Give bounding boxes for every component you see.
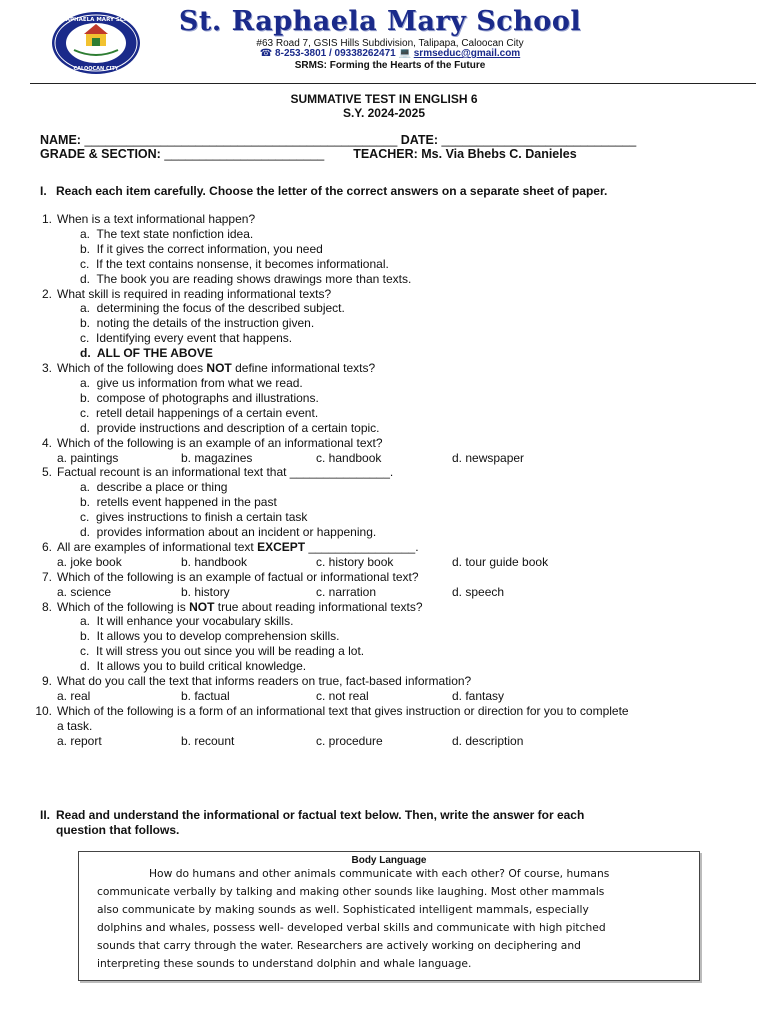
- answer-option[interactable]: a. The text state nonfiction idea.: [80, 226, 254, 241]
- answer-option[interactable]: a. give us information from what we read.: [80, 375, 303, 390]
- passage-box: [78, 851, 700, 981]
- part1-text: Reach each item carefully. Choose the letter of the correct answers on a separate sheet of paper.: [56, 184, 608, 198]
- part1-number: I.: [40, 184, 47, 198]
- question-emphasis: NOT: [189, 599, 215, 614]
- passage-line: interpreting these sounds to understand dolphin and whale language.: [97, 956, 472, 970]
- question-item: [34, 287, 734, 302]
- answer-options: [34, 585, 734, 600]
- question-number: 4.: [41, 435, 52, 450]
- passage-line: communicate verbally by talking and making other sounds like laughing. Most other mammals: [97, 884, 605, 898]
- answer-options: [34, 689, 734, 704]
- question-number: 7.: [41, 569, 52, 584]
- answer-options: [34, 734, 734, 749]
- school-motto: SRMS: Forming the Hearts of the Future: [294, 60, 486, 71]
- question-text: Which of the following is an example of factual or informational text?: [57, 569, 419, 584]
- answer-option[interactable]: b. If it gives the correct information, you need: [80, 241, 323, 256]
- question-item: [34, 361, 734, 376]
- passage-line: sounds that carry through the water. Researchers are actively working on deciphering and: [97, 938, 581, 952]
- logo-text-bottom: CALOOCAN CITY: [73, 66, 119, 72]
- answer-option[interactable]: d. It allows you to build critical knowledge.: [80, 659, 307, 674]
- question-text-part: true about reading informational texts?: [214, 599, 423, 614]
- answer-option[interactable]: d. newspaper: [452, 450, 525, 465]
- school-name: St. Raphaela Mary School: [178, 6, 582, 37]
- question-item: [34, 674, 734, 689]
- answer-option[interactable]: a. paintings: [57, 450, 119, 465]
- answer-option[interactable]: c. history book: [316, 554, 394, 569]
- part2-instruction: [40, 808, 740, 838]
- school-address: #63 Road 7, GSIS Hills Subdivision, Talipapa, Caloocan City: [256, 38, 524, 49]
- answer-option[interactable]: a. determining the focus of the described subject.: [80, 301, 345, 316]
- question-number: 10.: [35, 703, 52, 718]
- answer-options: [34, 480, 734, 540]
- answer-option[interactable]: d. speech: [452, 584, 505, 599]
- question-item: [34, 436, 734, 451]
- question-list: [34, 212, 734, 749]
- answer-option[interactable]: c. retell detail happenings of a certain event.: [80, 405, 319, 420]
- question-text-part: Which of the following is: [57, 599, 190, 614]
- answer-options: [34, 451, 734, 466]
- question-text-part: All are examples of informational text: [57, 539, 258, 554]
- answer-option[interactable]: c. If the text contains nonsense, it becomes informational.: [80, 256, 389, 271]
- part2-text-line1: Read and understand the informational or factual text below. Then, write the answer for each: [56, 808, 585, 822]
- grade-teacher-row: [40, 147, 577, 161]
- answer-option[interactable]: a. science: [57, 584, 112, 599]
- date-label: DATE:: [400, 133, 439, 147]
- answer-option[interactable]: d. fantasy: [452, 688, 505, 703]
- question-number: 8.: [41, 599, 52, 614]
- question-text: Factual recount is an informational text that _______________.: [57, 465, 394, 480]
- part2-text-line2: question that follows.: [56, 823, 180, 837]
- grade-label: GRADE & SECTION:: [40, 147, 161, 161]
- question-text: When is a text informational happen?: [57, 212, 256, 226]
- answer-option[interactable]: b. compose of photographs and illustrations.: [80, 390, 319, 405]
- computer-icon: 💻: [398, 48, 411, 59]
- email-link[interactable]: srmseduc@gmail.com: [413, 48, 521, 59]
- part2-number: II.: [40, 808, 51, 822]
- passage-title: Body Language: [351, 855, 427, 866]
- question-item: [34, 212, 734, 227]
- answer-option[interactable]: d. tour guide book: [452, 554, 549, 569]
- question-item: [34, 540, 734, 555]
- answer-option[interactable]: c. narration: [316, 584, 377, 599]
- question-text: [57, 361, 734, 376]
- grade-blank[interactable]: _______________________: [164, 147, 325, 161]
- question-text: [57, 600, 734, 615]
- phone-icon: ☎: [259, 48, 273, 59]
- answer-option[interactable]: a. report: [57, 733, 102, 748]
- question-number: 6.: [41, 539, 52, 554]
- question-number: 3.: [41, 361, 52, 376]
- passage-line: How do humans and other animals communicate with each other? Of course, humans: [149, 867, 610, 880]
- answer-options: [34, 227, 734, 287]
- question-number: 1.: [41, 212, 52, 226]
- question-text-part: define informational texts?: [231, 361, 376, 376]
- test-title-block: [0, 92, 768, 120]
- answer-option[interactable]: c. not real: [316, 688, 369, 703]
- header-divider: [30, 83, 756, 84]
- part1-instruction: [40, 184, 740, 199]
- question-text-continued: a task.: [57, 718, 93, 733]
- phone-numbers: 8-253-3801 / 09338262471: [275, 48, 396, 59]
- answer-option[interactable]: b. magazines: [181, 450, 253, 465]
- question-text: Which of the following is an example of an informational text?: [57, 435, 383, 450]
- answer-option[interactable]: a. describe a place or thing: [80, 480, 228, 495]
- name-label: NAME:: [40, 133, 81, 147]
- answer-options: [34, 614, 734, 674]
- answer-option[interactable]: b. retells event happened in the past: [80, 495, 277, 510]
- name-blank[interactable]: _____________________________________________: [84, 133, 398, 147]
- answer-option[interactable]: c. procedure: [316, 733, 383, 748]
- question-text: What do you call the text that informs readers on true, fact-based information?: [57, 674, 472, 689]
- question-number: 2.: [41, 286, 52, 301]
- question-item: [34, 704, 734, 734]
- school-year: S.Y. 2024-2025: [342, 106, 426, 120]
- school-logo: [50, 10, 142, 76]
- question-number: 9.: [41, 674, 52, 689]
- answer-option[interactable]: c. handbook: [316, 450, 382, 465]
- question-item: [34, 600, 734, 615]
- question-text: [57, 540, 734, 555]
- answer-option[interactable]: d. ALL OF THE ABOVE: [80, 346, 213, 361]
- answer-option[interactable]: a. joke book: [57, 554, 122, 569]
- question-emphasis: NOT: [206, 361, 232, 376]
- answer-options: [34, 555, 734, 570]
- question-text-part: Which of the following does: [57, 361, 207, 376]
- school-contacts: [190, 48, 590, 59]
- name-date-row: [40, 133, 636, 147]
- answer-option[interactable]: d. The book you are reading shows drawings more than texts.: [80, 271, 412, 286]
- answer-option[interactable]: a. It will enhance your vocabulary skills.: [80, 614, 294, 629]
- teacher-label: TEACHER: Ms. Via Bhebs C. Danieles: [353, 147, 577, 161]
- answer-options: [34, 376, 734, 436]
- passage-text: [79, 865, 699, 972]
- answer-option[interactable]: d. provide instructions and description of a certain topic.: [80, 420, 380, 435]
- test-title: SUMMATIVE TEST IN ENGLISH 6: [290, 92, 478, 106]
- answer-option[interactable]: d. description: [452, 733, 524, 748]
- answer-option[interactable]: b. recount: [181, 733, 235, 748]
- passage-line: dolphins and whales, possess well- developed verbal skills and communicate with high pitched: [97, 920, 606, 934]
- answer-option[interactable]: c. It will stress you out since you will be reading a lot.: [80, 644, 365, 659]
- question-item: [34, 465, 734, 480]
- date-blank[interactable]: ____________________________: [441, 133, 637, 147]
- answer-option[interactable]: b. noting the details of the instruction given.: [80, 316, 315, 331]
- answer-option[interactable]: d. provides information about an incident or happening.: [80, 525, 377, 540]
- question-text-part: ________________.: [305, 539, 419, 554]
- answer-option[interactable]: b. factual: [181, 688, 230, 703]
- answer-option[interactable]: b. It allows you to develop comprehension skills.: [80, 629, 340, 644]
- question-item: [34, 570, 734, 585]
- logo-text-top: ST. RAPHAELA MARY SCHOOL: [50, 17, 142, 23]
- answer-option[interactable]: b. handbook: [181, 554, 248, 569]
- answer-options: [34, 301, 734, 361]
- passage-line: also communicate by making sounds as well. Sophisticated intelligent mammals, especially: [97, 902, 589, 916]
- answer-option[interactable]: b. history: [181, 584, 230, 599]
- answer-option[interactable]: c. gives instructions to finish a certain task: [80, 510, 308, 525]
- question-emphasis: EXCEPT: [257, 539, 306, 554]
- question-number: 5.: [41, 465, 52, 480]
- answer-option[interactable]: c. Identifying every event that happens.: [80, 331, 293, 346]
- answer-option[interactable]: a. real: [57, 688, 91, 703]
- question-text: Which of the following is a form of an informational text that gives instruction or direction for you to complete: [57, 703, 629, 718]
- question-text: What skill is required in reading informational texts?: [57, 286, 332, 301]
